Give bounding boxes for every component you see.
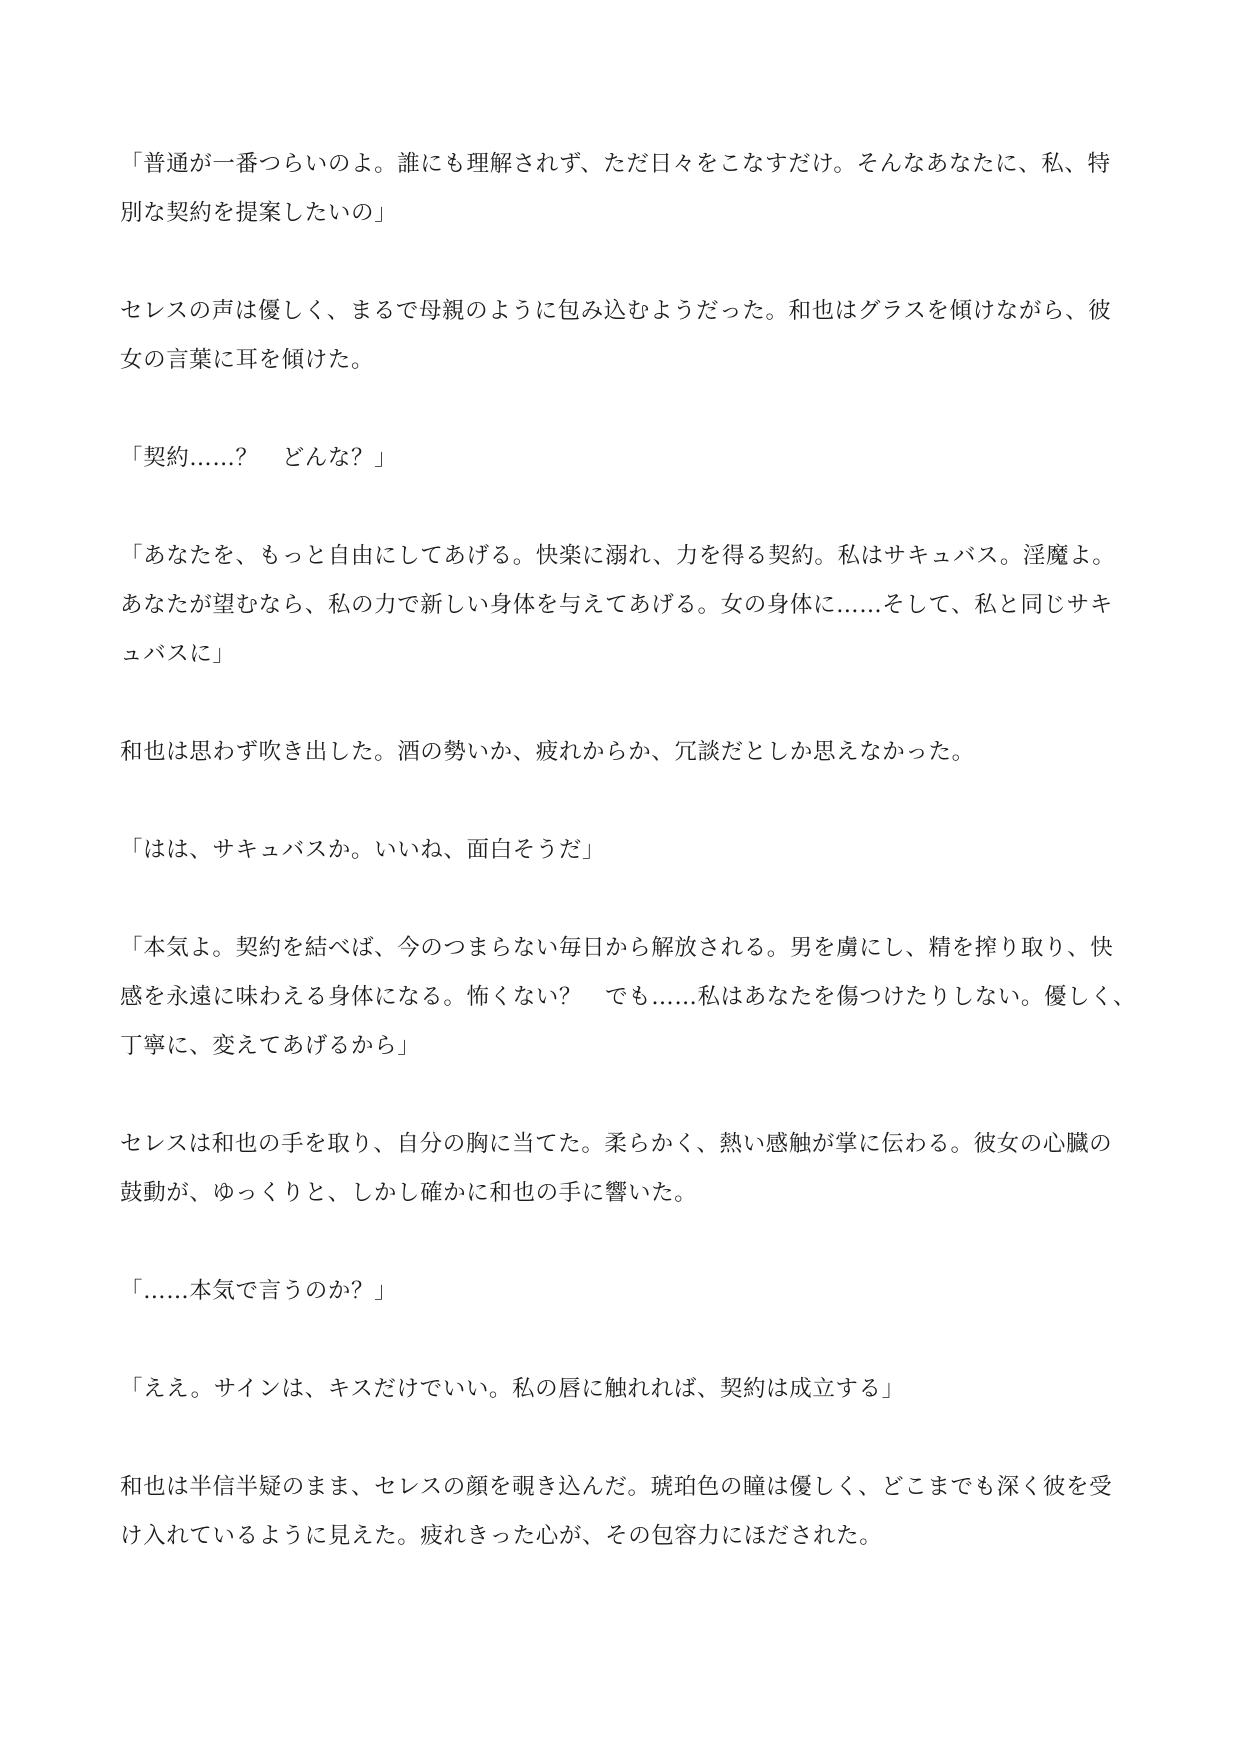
text-line: 女の言葉に耳を傾けた。 xyxy=(120,347,375,373)
paragraph xyxy=(120,1463,1130,1561)
body-text xyxy=(120,140,1136,1610)
paragraph xyxy=(120,1365,1130,1414)
text-line: 「契約……？ どんな？」 xyxy=(120,445,398,471)
text-line: 「本気よ。契約を結べば、今のつまらない毎日から解放される。男を虜にし、精を搾り取り、快 xyxy=(120,935,1114,961)
text-line: ュバスに」 xyxy=(120,641,236,667)
text-line: 「普通が一番つらいのよ。誰にも理解されず、ただ日々をこなすだけ。そんなあなたに、私、特 xyxy=(120,151,1111,177)
paragraph xyxy=(120,434,1130,483)
paragraph xyxy=(120,1267,1130,1316)
text-line: 別な契約を提案したいの」 xyxy=(120,200,398,226)
text-line: あなたが望むなら、私の力で新しい身体を与えてあげる。女の身体に……そして、私と同じサキ xyxy=(120,592,1113,618)
paragraph xyxy=(120,728,1130,777)
text-line: 「……本気で言うのか？」 xyxy=(120,1278,398,1304)
text-line: 感を永遠に味わえる身体になる。怖くない？ でも……私はあなたを傷つけたりしない。優しく、 xyxy=(120,984,1136,1010)
text-line: け入れているように見えた。疲れきった心が、その包容力にほだされた。 xyxy=(120,1523,883,1549)
text-line: 「ええ。サインは、キスだけでいい。私の唇に触れれば、契約は成立する」 xyxy=(120,1376,905,1402)
paragraph xyxy=(120,532,1130,679)
text-line: セレスは和也の手を取り、自分の胸に当てた。柔らかく、熱い感触が掌に伝わる。彼女の心臓の xyxy=(120,1131,1113,1157)
text-line: 丁寧に、変えてあげるから」 xyxy=(120,1033,421,1059)
paragraph xyxy=(120,924,1136,1071)
text-line: セレスの声は優しく、まるで母親のように包み込むようだった。和也はグラスを傾けながら、彼 xyxy=(120,298,1112,324)
paragraph xyxy=(120,140,1130,238)
text-line: 「あなたを、もっと自由にしてあげる。快楽に溺れ、力を得る契約。私はサキュバス。淫魔よ。 xyxy=(120,543,1116,569)
text-line: 「はは、サキュバスか。いいね、面白そうだ」 xyxy=(120,837,606,863)
paragraph xyxy=(120,826,1130,875)
paragraph xyxy=(120,1120,1130,1218)
paragraph xyxy=(120,287,1130,385)
text-line: 和也は半信半疑のまま、セレスの顔を覗き込んだ。琥珀色の瞳は優しく、どこまでも深く彼を受 xyxy=(120,1474,1113,1500)
text-line: 和也は思わず吹き出した。酒の勢いか、疲れからか、冗談だとしか思えなかった。 xyxy=(120,739,975,765)
text-line: 鼓動が、ゆっくりと、しかし確かに和也の手に響いた。 xyxy=(120,1180,698,1206)
